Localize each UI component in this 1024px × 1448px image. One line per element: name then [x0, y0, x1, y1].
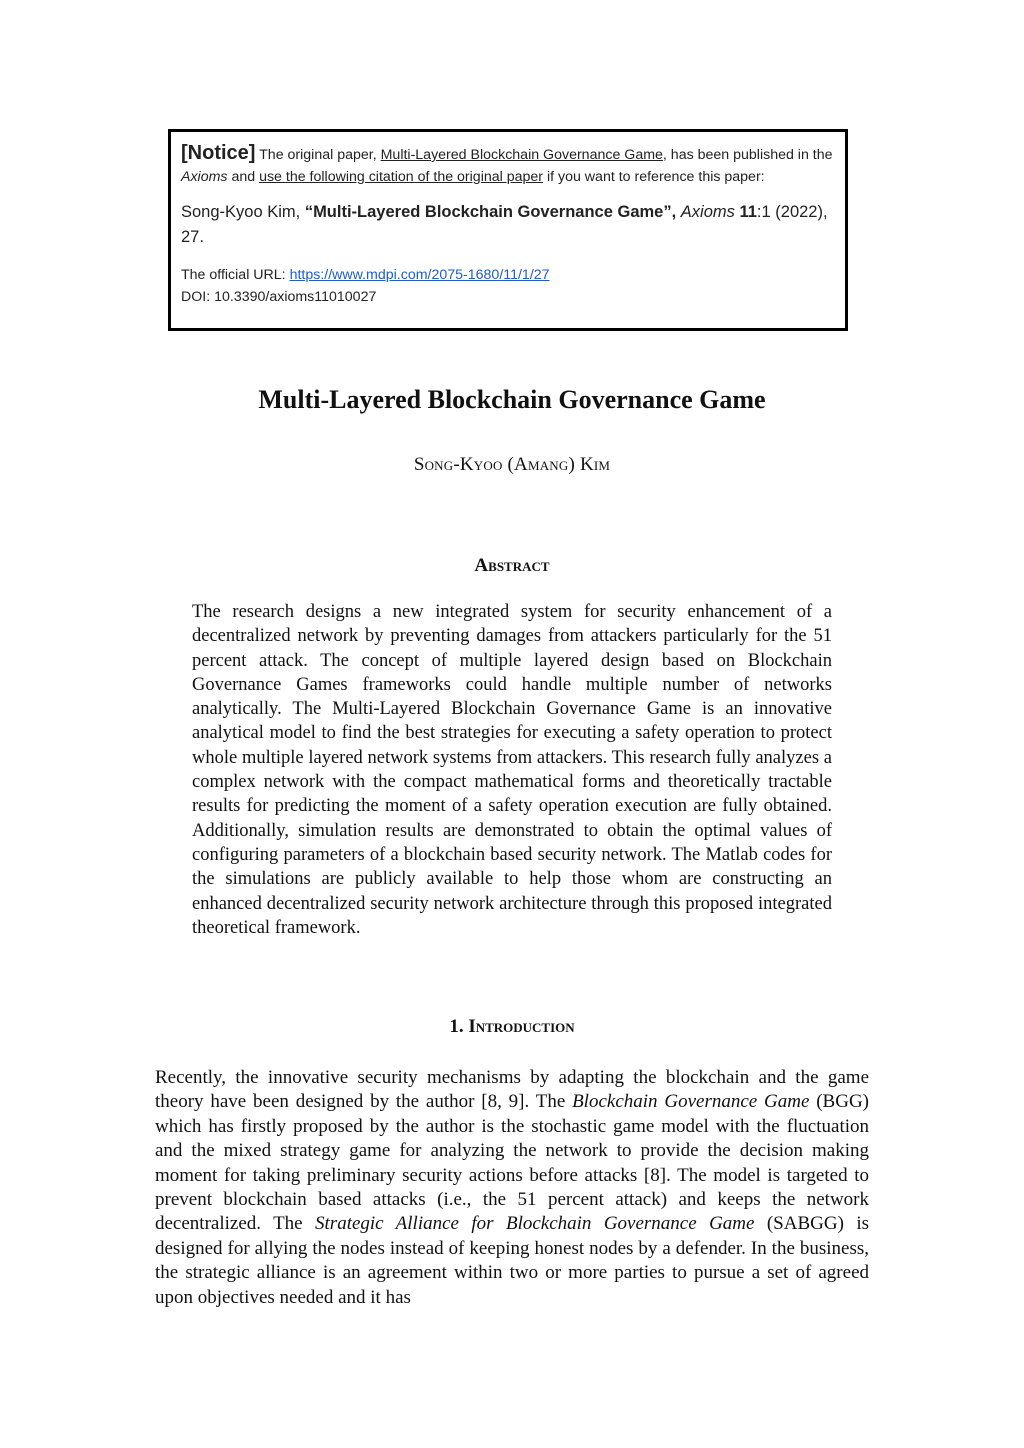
intro-text: (BGG) which has firstly proposed by the author is the stochastic game model with the fluctuation and the mixed strategy game for analyzing the network to provide the decision making moment for taking preliminary security actions before attacks [8]. The model is targeted to prevent blockchain based attacks (i.e., the 51 percent attack) and keeps the network decentralized. The — [155, 1091, 869, 1235]
doi-value: 10.3390/axioms11010027 — [214, 289, 377, 305]
doi-line — [181, 286, 833, 308]
citation-journal: Axioms — [680, 203, 735, 221]
doi-label: DOI: — [181, 289, 215, 305]
notice-text: The original paper, — [255, 147, 381, 163]
intro-text: (SABGG) is designed for allying the nodes instead of keeping honest nodes by a defender. In the business, the strategic alliance is an agreement within two or more parties to pursue a set of agreed upon objectives needed and it has — [155, 1213, 869, 1308]
citation-volume: 11 — [739, 203, 757, 221]
citation — [181, 200, 833, 250]
author-name: Song-Kyoo (Amang) Kim — [413, 454, 611, 475]
intro-italic-term: Blockchain Governance Game — [572, 1091, 810, 1113]
citation-title: “Multi-Layered Blockchain Governance Game”, — [304, 203, 677, 221]
paper-title-link[interactable]: Multi-Layered Blockchain Governance Game — [380, 147, 663, 163]
url-label: The official URL: — [181, 267, 290, 283]
citation-author: Song-Kyoo Kim, — [181, 203, 305, 221]
abstract-heading: Abstract — [474, 555, 550, 576]
intro-italic-term: Strategic Alliance for Blockchain Governance Game — [315, 1213, 755, 1235]
notice-tag: [Notice] — [181, 142, 256, 164]
notice-text: and — [227, 169, 260, 185]
official-url-line — [181, 264, 833, 286]
notice-paragraph — [181, 142, 833, 188]
section-heading: 1. Introduction — [449, 1016, 575, 1037]
notice-text: if you want to reference this paper: — [543, 169, 765, 185]
introduction-paragraph — [155, 1066, 869, 1310]
intro-text: Recently, the innovative security mechanisms by adapting the blockchain and the game theory have been designed by the author [8, 9]. The — [155, 1067, 869, 1113]
notice-text: , has been published in the — [662, 147, 833, 163]
paper-title: Multi-Layered Blockchain Governance Game — [258, 385, 766, 414]
citation-link[interactable]: use the following citation of the original paper — [259, 169, 544, 185]
citation-issue: :1 (2022), 27. — [181, 203, 828, 246]
abstract-text: The research designs a new integrated system for security enhancement of a decentralized network by preventing damages from attackers particularly for the 51 percent attack. The concept of multiple layered design based on Blockchain Governance Games frameworks could handle multiple number of networks analytically. The Multi-Layered Blockchain Governance Game is an innovative analytical model to find the best strategies for executing a safety operation to protect whole multiple layered network systems from attackers. This research fully analyzes a complex network with the compact mathematical forms and theoretically tractable results for predicting the moment of a safety operation execution are fully obtained. Additionally, simulation results are demonstrated to obtain the optimal values of configuring parameters of a blockchain based security network. The Matlab codes for the simulations are publicly available to help those whom are constructing an enhanced decentralized security network architecture through this proposed integrated theoretical framework. — [192, 602, 832, 938]
official-url-link[interactable]: https://www.mdpi.com/2075-1680/11/1/27 — [289, 267, 550, 283]
journal-name: Axioms — [181, 169, 228, 185]
notice-box — [168, 129, 848, 331]
